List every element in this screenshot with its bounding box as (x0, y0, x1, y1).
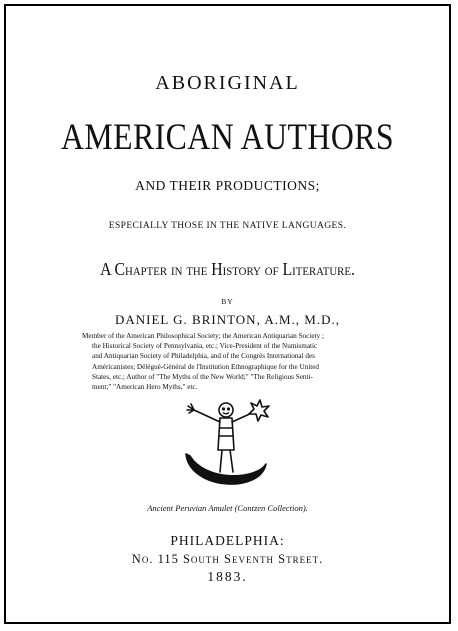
title-page (4, 4, 451, 624)
figure-caption: Ancient Peruvian Amulet (Contzen Collection). (147, 503, 308, 513)
credential-line: ment;" "American Hero Myths," etc. (92, 383, 198, 392)
title-line-american-authors: AMERICAN AUTHORS (60, 117, 395, 158)
author-name: DANIEL G. BRINTON, A.M., M.D., (115, 312, 340, 327)
imprint-year: 1883. (207, 569, 248, 584)
amulet-figure-icon (176, 398, 286, 503)
title-line-aboriginal: ABORIGINAL (155, 72, 300, 94)
imprint-city: PHILADELPHIA: (170, 533, 285, 548)
author-credentials (82, 331, 375, 392)
credential-line: and Antiquarian Society of Philadelphia, and of the Congrès International des (92, 352, 315, 361)
subtitle-chapter: A Chapter in the History of Literature. (100, 259, 355, 279)
credential-line: Américanistes; Délégué-Général de l'Institution Ethnographique for the United (92, 362, 320, 371)
byline-by: BY (221, 297, 234, 306)
subtitle-native-languages: ESPECIALLY THOSE IN THE NATIVE LANGUAGES. (108, 221, 347, 231)
title-line-productions: AND THEIR PRODUCTIONS; (135, 178, 320, 193)
credential-line: the Historical Society of Pennsylvania, etc.; Vice-President of the Numismatic (92, 342, 318, 351)
credential-line: States, etc.; Author of "The Myths of the New World;" "The Religious Senti- (92, 372, 313, 381)
credential-line: Member of the American Philosophical Society; the American Antiquarian Society ; (82, 332, 324, 340)
imprint-address: No. 115 South Seventh Street. (131, 552, 324, 566)
